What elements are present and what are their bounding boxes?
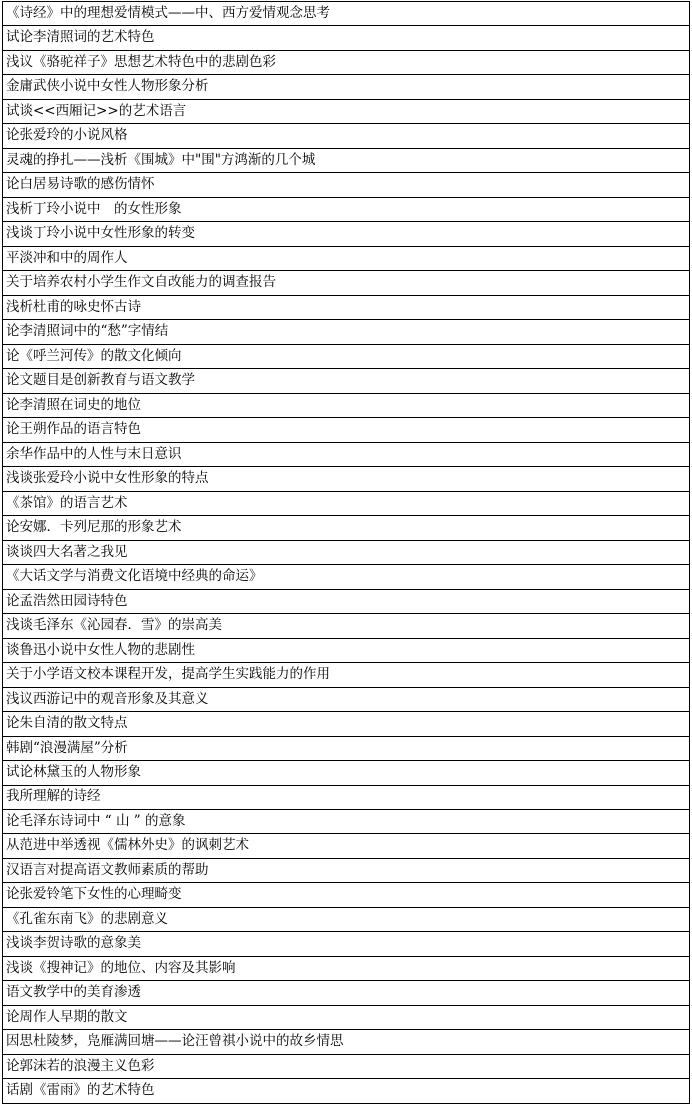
table-cell-title: 浅谈张爱玲小说中女性形象的特点 [6,470,209,487]
table-cell-title: 我所理解的诗经 [6,788,101,805]
table-row [3,614,689,638]
table-row [3,394,689,418]
table-cell-title: 浅谈毛泽东《沁园春．雪》的崇高美 [6,617,222,634]
table-cell-title: 论李清照在词史的地位 [6,396,141,413]
table-row [3,345,689,369]
table-row [3,443,689,467]
table-cell-title: 论张爱铃笔下女性的心理畸变 [6,886,182,903]
table-row [3,418,689,442]
table-cell-title: 论白居易诗歌的感伤情怀 [6,176,155,193]
thesis-title-table [2,1,690,1104]
table-row [3,124,689,148]
table-row [3,883,689,907]
table-row [3,737,689,761]
table-row [3,516,689,540]
table-row [3,1006,689,1030]
table-row [3,75,689,99]
table-row [3,590,689,614]
table-cell-title: 谈鲁迅小说中女性人物的悲剧性 [6,641,195,658]
table-row [3,320,689,344]
table-row [3,761,689,785]
table-cell-title: 《大话文学与消费文化语境中经典的命运》 [6,568,263,585]
table-row [3,834,689,858]
table-cell-title: 浅谈李贺诗歌的意象美 [6,935,141,952]
table-row [3,639,689,663]
table-cell-title: 平淡冲和中的周作人 [6,249,128,266]
table-cell-title: 论郭沫若的浪漫主义色彩 [6,1057,155,1074]
table-row [3,541,689,565]
table-row [3,908,689,932]
table-cell-title: 论李清照词中的“愁”字情结 [6,323,169,340]
table-cell-title: 浅议西游记中的观音形象及其意义 [6,690,209,707]
table-cell-title: 语文教学中的美育渗透 [6,984,141,1001]
table-row [3,222,689,246]
table-cell-title: 试谈<<西厢记>>的艺术语言 [6,102,187,119]
table-cell-title: 浅议《骆驼祥子》思想艺术特色中的悲剧色彩 [6,53,276,70]
table-cell-title: 《诗经》中的理想爱情模式——中、西方爱情观念思考 [6,4,330,21]
table-cell-title: 关于小学语文校本课程开发，提高学生实践能力的作用 [6,666,330,683]
table-row [3,198,689,222]
table-cell-title: 余华作品中的人性与末日意识 [6,445,182,462]
table-row [3,271,689,295]
table-cell-title: 论周作人早期的散文 [6,1008,128,1025]
table-cell-title: 浅谈《搜神记》的地位、内容及其影响 [6,959,236,976]
table-cell-title: 《孔雀东南飞》的悲剧意义 [6,910,168,927]
table-cell-title: 因思杜陵梦，凫雁满回塘——论汪曾祺小说中的故乡情思 [6,1033,344,1050]
table-row [3,51,689,75]
table-cell-title: 从范进中举透视《儒林外史》的讽刺艺术 [6,837,249,854]
table-cell-title: 论安娜．卡列尼那的形象艺术 [6,519,182,536]
table-cell-title: 汉语言对提高语文教师素质的帮助 [6,861,209,878]
table-cell-title: 论张爱玲的小说风格 [6,127,128,144]
table-cell-title: 论《呼兰河传》的散文化倾向 [6,347,182,364]
table-row [3,369,689,393]
table-cell-title: 浅析丁玲小说中 的女性形象 [6,200,182,217]
table-cell-title: 浅谈丁玲小说中女性形象的转变 [6,225,195,242]
table-row [3,859,689,883]
table-cell-title: 论文题目是创新教育与语文教学 [6,372,195,389]
table-row [3,247,689,271]
table-row [3,1030,689,1054]
table-cell-title: 《茶馆》的语言艺术 [6,494,128,511]
table-row [3,663,689,687]
table-row [3,173,689,197]
table-cell-title: 灵魂的挣扎——浅析《围城》中"围"方鸿渐的几个城 [6,151,316,168]
table-row [3,296,689,320]
table-row [3,492,689,516]
table-row [3,149,689,173]
table-cell-title: 论孟浩然田园诗特色 [6,592,128,609]
table-row [3,100,689,124]
table-row [3,810,689,834]
table-cell-title: 试论林黛玉的人物形象 [6,764,141,780]
table-cell-title: 话剧《雷雨》的艺术特色 [6,1082,155,1099]
table-row [3,26,689,50]
table-cell-title: 试论李清照词的艺术特色 [6,29,155,46]
table-row [3,981,689,1005]
table-row [3,2,689,26]
table-row [3,957,689,981]
table-row [3,688,689,712]
table-row [3,565,689,589]
table-cell-title: 浅析杜甫的咏史怀古诗 [6,298,141,315]
table-cell-title: 论朱自清的散文特点 [6,715,128,732]
table-cell-title: 关于培养农村小学生作文自改能力的调查报告 [6,274,276,291]
table-cell-title: 金庸武侠小说中女性人物形象分析 [6,78,209,95]
table-cell-title: 韩剧“浪漫满屋”分析 [6,739,128,756]
table-row [3,467,689,491]
table-row [3,1079,689,1103]
table-row [3,1055,689,1079]
table-cell-title: 论毛泽东诗词中 “ 山 ” 的意象 [6,812,186,829]
table-cell-title: 论王朔作品的语言特色 [6,421,141,438]
table-row [3,932,689,956]
table-cell-title: 谈谈四大名著之我见 [6,543,128,560]
table-row [3,712,689,736]
table-row [3,786,689,810]
